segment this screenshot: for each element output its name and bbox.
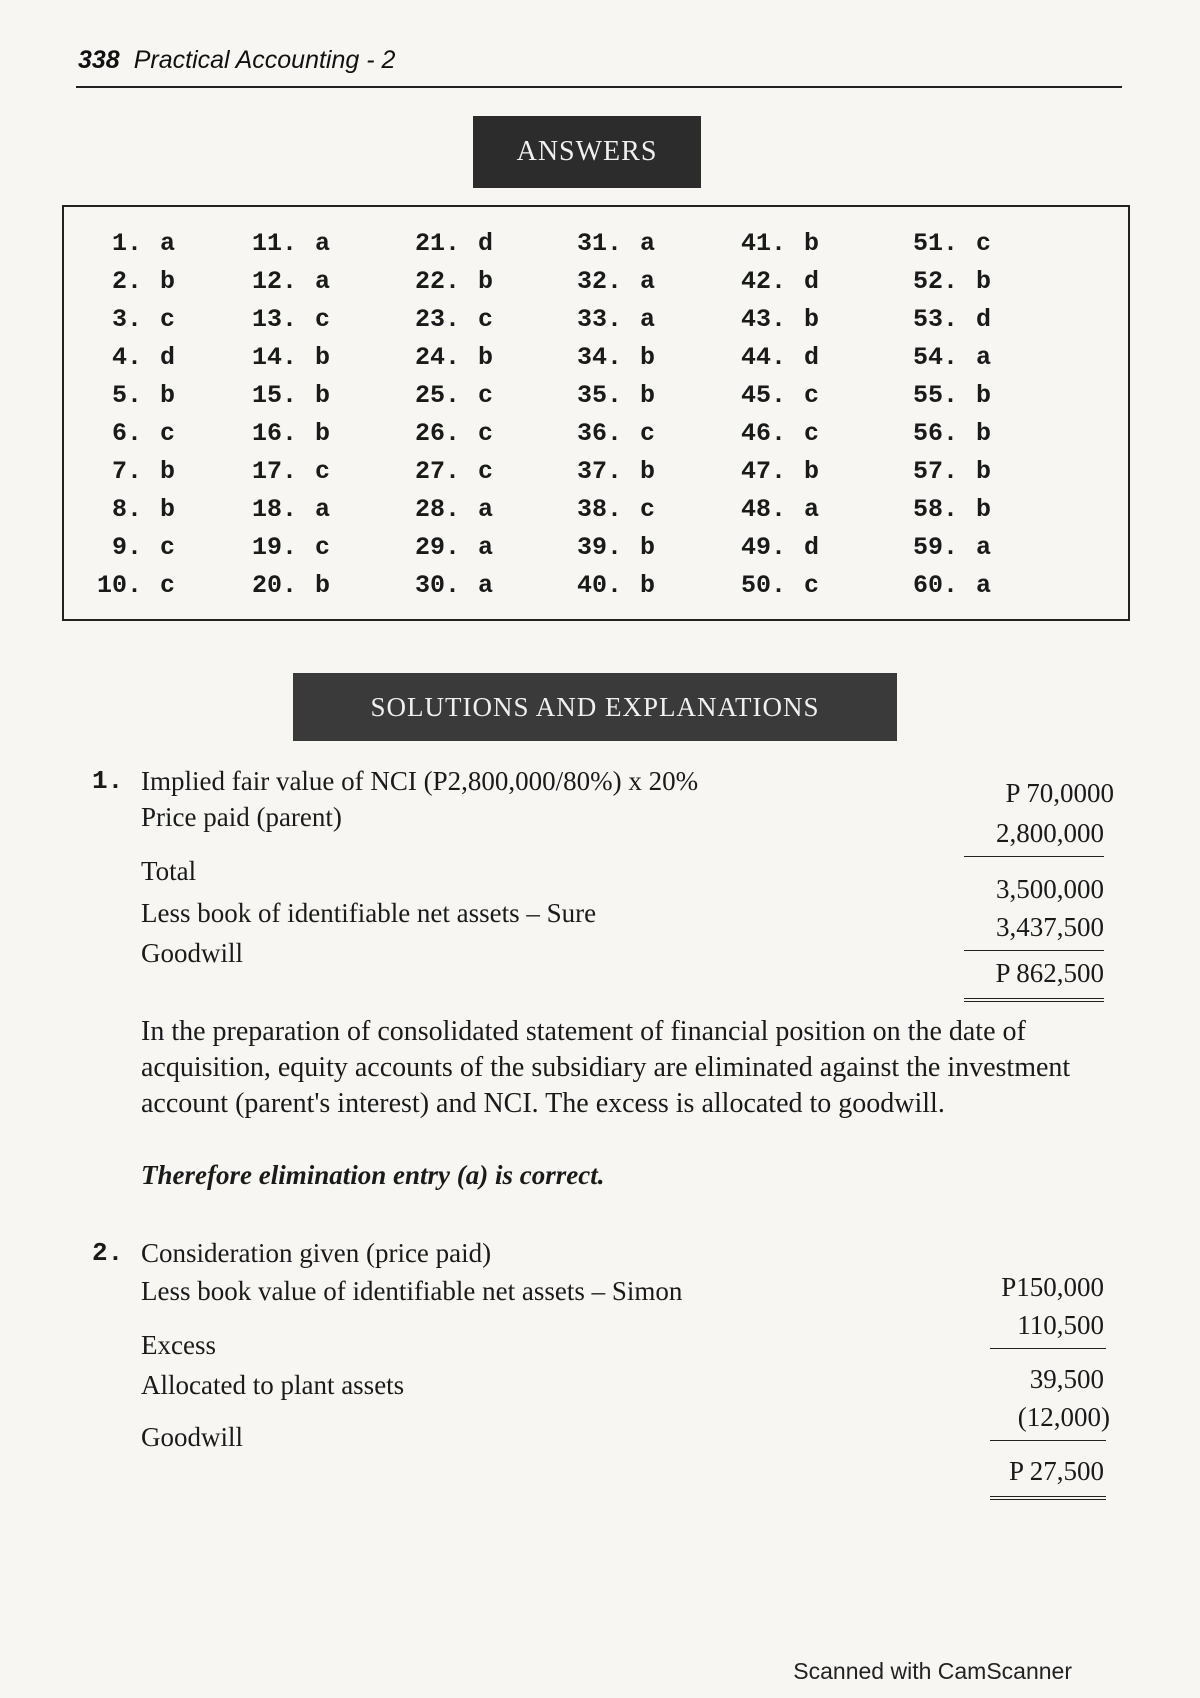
- answer-number: 5.: [111, 381, 142, 410]
- answer-letter: b: [804, 229, 820, 258]
- answers-heading: ANSWERS: [473, 116, 701, 188]
- answer-number: 9.: [111, 533, 142, 562]
- answer-letter: b: [976, 419, 992, 448]
- answer-item: [890, 301, 996, 339]
- answer-item: [554, 263, 660, 301]
- answer-item: [718, 453, 824, 491]
- answer-number: 31.: [576, 229, 622, 258]
- answer-letter: c: [315, 533, 331, 562]
- answer-item: [392, 529, 498, 567]
- amount-value: (12,000): [1017, 1402, 1110, 1432]
- answer-letter: b: [640, 571, 656, 600]
- answer-number: 10.: [96, 571, 142, 600]
- answer-number: 15.: [251, 381, 297, 410]
- running-header: [78, 46, 395, 75]
- answer-letter: a: [160, 229, 176, 258]
- answer-item: [74, 263, 180, 301]
- answer-item: [554, 415, 660, 453]
- answer-number: 54.: [912, 343, 958, 372]
- subtotal-rule: [964, 950, 1104, 951]
- answer-letter: c: [640, 495, 656, 524]
- answer-item: [229, 377, 335, 415]
- answer-column: [554, 225, 660, 605]
- answer-item: [392, 263, 498, 301]
- subtotal-rule: [964, 856, 1104, 857]
- answer-number: 35.: [576, 381, 622, 410]
- answer-item: [229, 263, 335, 301]
- answer-item: [229, 453, 335, 491]
- answer-letter: d: [804, 343, 820, 372]
- answer-item: [890, 567, 996, 605]
- answer-letter: b: [478, 343, 494, 372]
- answer-number: 27.: [414, 457, 460, 486]
- answer-item: [229, 301, 335, 339]
- answer-item: [74, 567, 180, 605]
- answer-item: [392, 225, 498, 263]
- scanner-watermark: Scanned with CamScanner: [793, 1658, 1072, 1684]
- amount-value: P150,000: [1001, 1272, 1104, 1302]
- answer-number: 60.: [912, 571, 958, 600]
- subtotal-rule: [990, 1348, 1106, 1349]
- amount-value: 110,500: [1017, 1310, 1104, 1340]
- answer-item: [718, 301, 824, 339]
- amount-value: 2,800,000: [996, 818, 1104, 848]
- answer-letter: b: [160, 267, 176, 296]
- answer-column: [392, 225, 498, 605]
- answer-item: [890, 491, 996, 529]
- solution-line: Total: [141, 856, 197, 886]
- answer-letter: b: [160, 457, 176, 486]
- answer-item: [229, 529, 335, 567]
- answer-number: 29.: [414, 533, 460, 562]
- answer-letter: b: [640, 533, 656, 562]
- answer-item: [229, 225, 335, 263]
- answer-number: 30.: [414, 571, 460, 600]
- answer-letter: a: [478, 495, 494, 524]
- answer-number: 36.: [576, 419, 622, 448]
- solution-number: 2.: [92, 1238, 124, 1268]
- answer-item: [392, 415, 498, 453]
- answer-letter: b: [976, 381, 992, 410]
- solution-line: Allocated to plant assets: [141, 1370, 405, 1400]
- solutions-heading: SOLUTIONS AND EXPLANATIONS: [293, 673, 897, 741]
- answer-item: [718, 415, 824, 453]
- answer-number: 21.: [414, 229, 460, 258]
- answer-number: 20.: [251, 571, 297, 600]
- amount-value: 3,437,500: [996, 912, 1104, 942]
- answer-item: [890, 225, 996, 263]
- answer-number: 17.: [251, 457, 297, 486]
- answer-number: 23.: [414, 305, 460, 334]
- answer-number: 39.: [576, 533, 622, 562]
- answer-letter: b: [315, 571, 331, 600]
- answer-item: [890, 453, 996, 491]
- answer-item: [554, 301, 660, 339]
- answer-letter: a: [640, 305, 656, 334]
- explanation-paragraph: In the preparation of consolidated statement of financial position on the date of acquisition, equity accounts of the subsidiary are eliminated against the investment account (parent's interest) and NCI. The excess is allocated to goodwill.: [141, 1016, 1071, 1119]
- answer-item: [718, 339, 824, 377]
- answer-letter: b: [315, 343, 331, 372]
- header-rule: [76, 86, 1122, 88]
- answer-letter: c: [976, 229, 992, 258]
- answer-number: 34.: [576, 343, 622, 372]
- solution-line: Goodwill: [141, 1422, 244, 1452]
- answer-column: [229, 225, 335, 605]
- answer-key-box: [62, 205, 1130, 621]
- answer-item: [392, 491, 498, 529]
- answer-letter: d: [478, 229, 494, 258]
- answer-number: 52.: [912, 267, 958, 296]
- answer-number: 32.: [576, 267, 622, 296]
- answer-number: 53.: [912, 305, 958, 334]
- answer-item: [554, 339, 660, 377]
- answer-item: [229, 567, 335, 605]
- answer-letter: d: [976, 305, 992, 334]
- answer-item: [74, 339, 180, 377]
- answer-number: 12.: [251, 267, 297, 296]
- total-double-rule: [990, 1496, 1106, 1500]
- answer-number: 43.: [740, 305, 786, 334]
- amount-value: P 70,0000: [1005, 778, 1114, 808]
- answer-number: 33.: [576, 305, 622, 334]
- answer-number: 18.: [251, 495, 297, 524]
- answer-number: 19.: [251, 533, 297, 562]
- answer-item: [392, 453, 498, 491]
- answer-number: 16.: [251, 419, 297, 448]
- answer-number: 45.: [740, 381, 786, 410]
- answer-item: [74, 225, 180, 263]
- amount-total: P 27,500: [1008, 1456, 1104, 1486]
- solution-number: 1.: [92, 766, 124, 796]
- answer-letter: b: [478, 267, 494, 296]
- answer-number: 22.: [414, 267, 460, 296]
- answer-number: 1.: [111, 229, 142, 258]
- answer-item: [890, 415, 996, 453]
- answer-item: [229, 339, 335, 377]
- answer-item: [554, 225, 660, 263]
- page-number: 338: [78, 46, 120, 74]
- answer-number: 44.: [740, 343, 786, 372]
- answer-number: 42.: [740, 267, 786, 296]
- answer-letter: b: [976, 495, 992, 524]
- answer-number: 4.: [111, 343, 142, 372]
- answer-letter: c: [640, 419, 656, 448]
- answer-number: 47.: [740, 457, 786, 486]
- answer-item: [392, 377, 498, 415]
- answer-letter: c: [804, 571, 820, 600]
- solution-line: Excess: [141, 1330, 216, 1360]
- answer-letter: c: [478, 457, 494, 486]
- answer-letter: c: [315, 305, 331, 334]
- solution-line: Less book value of identifiable net assets – Simon: [141, 1276, 683, 1306]
- answer-item: [890, 339, 996, 377]
- answer-number: 13.: [251, 305, 297, 334]
- answer-item: [890, 377, 996, 415]
- answer-number: 38.: [576, 495, 622, 524]
- answer-letter: a: [976, 533, 992, 562]
- answer-number: 8.: [111, 495, 142, 524]
- answer-column: [74, 225, 180, 605]
- answer-item: [74, 529, 180, 567]
- answer-letter: a: [804, 495, 820, 524]
- answer-letter: c: [160, 533, 176, 562]
- answer-letter: b: [976, 267, 992, 296]
- answer-number: 46.: [740, 419, 786, 448]
- answer-item: [74, 415, 180, 453]
- answer-item: [718, 377, 824, 415]
- answer-letter: c: [478, 305, 494, 334]
- solution-line: Goodwill: [141, 938, 244, 968]
- answer-number: 51.: [912, 229, 958, 258]
- answer-item: [74, 491, 180, 529]
- answer-item: [554, 453, 660, 491]
- answer-letter: c: [478, 381, 494, 410]
- answer-number: 56.: [912, 419, 958, 448]
- answer-number: 14.: [251, 343, 297, 372]
- conclusion-text: Therefore elimination entry (a) is correct.: [141, 1160, 605, 1190]
- answer-letter: d: [160, 343, 176, 372]
- answer-letter: a: [478, 533, 494, 562]
- answer-number: 50.: [740, 571, 786, 600]
- total-double-rule: [964, 998, 1104, 1002]
- answer-item: [229, 415, 335, 453]
- answer-column: [890, 225, 996, 605]
- answer-letter: c: [160, 419, 176, 448]
- answer-letter: c: [478, 419, 494, 448]
- answer-item: [890, 529, 996, 567]
- answer-letter: c: [804, 419, 820, 448]
- answer-letter: b: [640, 343, 656, 372]
- answer-number: 3.: [111, 305, 142, 334]
- answer-item: [554, 529, 660, 567]
- answer-column: [718, 225, 824, 605]
- answer-letter: b: [160, 381, 176, 410]
- answer-letter: c: [315, 457, 331, 486]
- answer-letter: c: [160, 305, 176, 334]
- solution-line: Implied fair value of NCI (P2,800,000/80%) x 20%: [141, 766, 699, 796]
- answer-letter: b: [640, 381, 656, 410]
- answer-letter: b: [804, 305, 820, 334]
- answer-item: [229, 491, 335, 529]
- solution-line: Price paid (parent): [141, 802, 342, 832]
- answer-letter: d: [804, 267, 820, 296]
- solution-line: Consideration given (price paid): [141, 1238, 492, 1268]
- answer-number: 48.: [740, 495, 786, 524]
- answer-letter: b: [160, 495, 176, 524]
- answer-number: 37.: [576, 457, 622, 486]
- answer-letter: a: [976, 343, 992, 372]
- amount-total: P 862,500: [995, 958, 1104, 988]
- answer-item: [74, 377, 180, 415]
- answer-number: 25.: [414, 381, 460, 410]
- answer-number: 41.: [740, 229, 786, 258]
- answer-item: [392, 567, 498, 605]
- answer-number: 2.: [111, 267, 142, 296]
- book-title: Practical Accounting - 2: [133, 46, 396, 74]
- answer-letter: b: [804, 457, 820, 486]
- answer-letter: a: [640, 229, 656, 258]
- amount-value: 39,500: [1029, 1364, 1104, 1394]
- subtotal-rule: [990, 1440, 1106, 1441]
- answer-letter: b: [315, 381, 331, 410]
- answer-item: [392, 301, 498, 339]
- solution-line: Less book of identifiable net assets – Sure: [141, 898, 597, 928]
- answer-letter: a: [315, 267, 331, 296]
- answer-number: 49.: [740, 533, 786, 562]
- answer-number: 58.: [912, 495, 958, 524]
- answer-letter: a: [315, 229, 331, 258]
- answer-number: 57.: [912, 457, 958, 486]
- answer-number: 40.: [576, 571, 622, 600]
- answer-letter: a: [976, 571, 992, 600]
- answer-letter: d: [804, 533, 820, 562]
- answer-item: [890, 263, 996, 301]
- answer-letter: b: [976, 457, 992, 486]
- answer-number: 59.: [912, 533, 958, 562]
- answer-number: 6.: [111, 419, 142, 448]
- answer-number: 7.: [111, 457, 142, 486]
- answer-item: [392, 339, 498, 377]
- answer-letter: b: [315, 419, 331, 448]
- answer-letter: c: [160, 571, 176, 600]
- answer-item: [554, 567, 660, 605]
- answer-item: [554, 377, 660, 415]
- answer-letter: b: [640, 457, 656, 486]
- answer-number: 11.: [251, 229, 297, 258]
- answer-letter: c: [804, 381, 820, 410]
- answer-item: [554, 491, 660, 529]
- answer-item: [718, 263, 824, 301]
- answer-item: [74, 453, 180, 491]
- answer-number: 24.: [414, 343, 460, 372]
- answer-number: 28.: [414, 495, 460, 524]
- amount-value: 3,500,000: [996, 874, 1104, 904]
- answer-number: 26.: [414, 419, 460, 448]
- answer-letter: a: [478, 571, 494, 600]
- answer-item: [718, 567, 824, 605]
- answer-number: 55.: [912, 381, 958, 410]
- answer-item: [718, 529, 824, 567]
- answer-item: [718, 225, 824, 263]
- answer-letter: a: [315, 495, 331, 524]
- answer-item: [718, 491, 824, 529]
- answer-letter: a: [640, 267, 656, 296]
- answer-item: [74, 301, 180, 339]
